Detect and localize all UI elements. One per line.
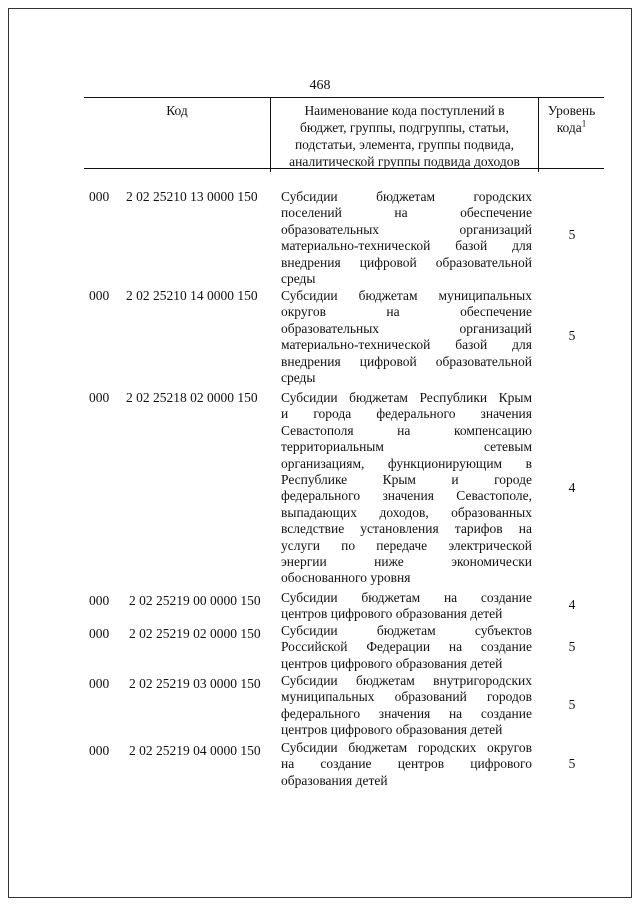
header-name-line: подстатьи, элемента, группы подвида, [294, 137, 515, 152]
row-name-line: организациям, функционирующим в [281, 455, 532, 471]
row-prefix: 000 [89, 390, 110, 405]
footnote-marker: 1 [581, 118, 587, 129]
row-name-line: Российской Федерации на создание [281, 639, 532, 655]
row-name-line: Субсидии бюджетам муниципальных [281, 288, 532, 303]
row-name-line: среды [281, 370, 316, 386]
row-name-line: поселений на обеспечение [281, 205, 532, 221]
row-code: 2 02 25219 04 0000 150 [129, 743, 261, 758]
row-name-line: образовательных организаций [281, 221, 532, 237]
header-name-line: Наименование кода поступлений в [304, 103, 505, 118]
table-header [84, 97, 604, 169]
header-level-text: кода [556, 120, 582, 135]
row-code: 2 02 25219 03 0000 150 [129, 676, 261, 691]
header-level-line: Уровень [547, 103, 596, 118]
row-level: 5 [568, 227, 576, 242]
row-name-line: Республике Крым и городе [281, 472, 532, 488]
row-level: 4 [568, 597, 576, 612]
row-name-line: Субсидии бюджетам городских [281, 189, 532, 204]
row-name-line: Севастополя на компенсацию [281, 422, 532, 438]
row-code: 2 02 25218 02 0000 150 [126, 390, 258, 405]
row-name [281, 189, 532, 287]
row-prefix: 000 [89, 743, 110, 758]
page-number: 468 [309, 78, 331, 93]
row-name-line: энергии ниже экономически [281, 554, 532, 570]
row-prefix: 000 [89, 626, 110, 641]
row-name [281, 590, 532, 623]
row-name [281, 288, 532, 386]
row-name [281, 623, 532, 672]
row-name-line: обоснованного уровня [281, 570, 411, 586]
row-name [281, 673, 532, 739]
row-name [281, 390, 532, 587]
row-name-line: федерального значения Севастополе, [281, 488, 532, 504]
row-name-line: территориальным сетевым [281, 439, 532, 455]
row-name-line: центров цифрового образования детей [281, 606, 503, 622]
row-prefix: 000 [89, 189, 110, 204]
row-name-line: образовательных организаций [281, 320, 532, 336]
row-name-line: услуги по передаче электрической [281, 537, 532, 553]
row-prefix: 000 [89, 593, 110, 608]
row-name-line: округов на обеспечение [281, 304, 532, 320]
header-name [271, 98, 539, 172]
row-name-line: муниципальных образований городов [281, 689, 532, 705]
row-name-line: и города федерального значения [281, 406, 532, 422]
row-prefix: 000 [89, 288, 110, 303]
row-code: 2 02 25219 02 0000 150 [129, 626, 261, 641]
row-name-line: федерального значения на создание [281, 705, 532, 721]
row-name-line: материально-технической базой для [281, 337, 532, 353]
row-name-line: на создание центров цифрового [281, 756, 532, 772]
row-code: 2 02 25219 00 0000 150 [129, 593, 261, 608]
row-name-line: внедрения цифровой образовательной [281, 254, 532, 270]
row-code: 2 02 25210 14 0000 150 [126, 288, 258, 303]
row-level: 5 [568, 756, 576, 771]
header-level-line [539, 119, 604, 136]
row-name-line: Субсидии бюджетам внутригородских [281, 673, 532, 688]
row-name-line: образования детей [281, 772, 388, 788]
row-name-line: внедрения цифровой образовательной [281, 353, 532, 369]
row-name-line: Субсидии бюджетам городских округов [281, 740, 532, 755]
row-code: 2 02 25210 13 0000 150 [126, 189, 258, 204]
row-name-line: Субсидии бюджетам субъектов [281, 623, 532, 638]
row-name-line: среды [281, 271, 316, 287]
row-name-line: Субсидии бюджетам Республики Крым [281, 390, 532, 405]
row-prefix: 000 [89, 676, 110, 691]
row-name-line: материально-технической базой для [281, 238, 532, 254]
row-name-line: центров цифрового образования детей [281, 722, 503, 738]
row-level: 5 [568, 639, 576, 654]
row-name-line: выпадающих доходов, образованных [281, 504, 532, 520]
row-name-line: центров цифрового образования детей [281, 655, 503, 671]
row-level: 5 [568, 697, 576, 712]
header-level [539, 98, 604, 172]
header-code: Код [84, 98, 271, 172]
row-level: 5 [568, 328, 576, 343]
row-level: 4 [568, 480, 576, 495]
header-name-line: аналитической группы подвида доходов [289, 154, 520, 169]
row-name [281, 740, 532, 789]
header-name-line: бюджет, группы, подгруппы, статьи, [300, 120, 509, 135]
row-name-line: Субсидии бюджетам на создание [281, 590, 532, 605]
row-name-line: вследствие установления тарифов на [281, 521, 532, 537]
